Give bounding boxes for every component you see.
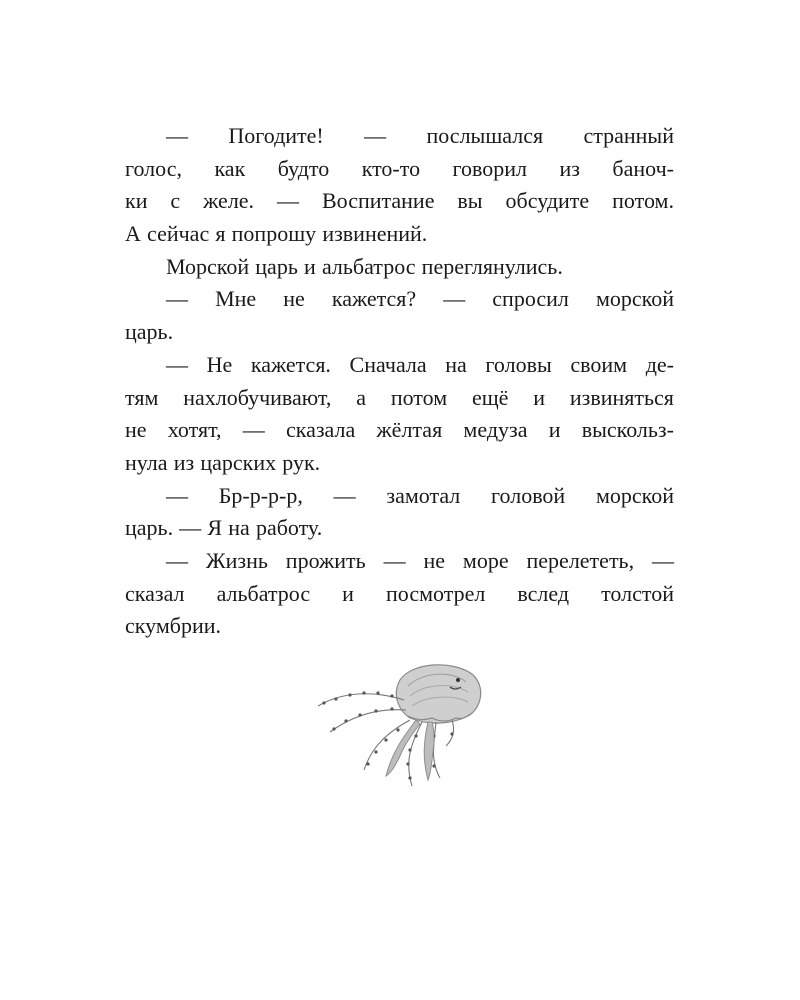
text-line: — Погодите! — послышался странный — [166, 123, 674, 148]
text-line: не хотят, — сказала жёлтая медуза и выскольз- — [125, 417, 674, 443]
text-line: Морской царь и альбатрос переглянулись. — [166, 253, 563, 279]
text-line: голос, как будто кто-то говорил из баноч- — [125, 155, 674, 181]
text-line: тям нахлобучивают, а потом ещё и извиняться — [125, 384, 674, 410]
text-line: — Мне не кажется? — спросил морской — [166, 286, 674, 312]
text-line: — Бр-р-р-р, — замотал головой морской — [166, 482, 674, 508]
text-line: — Жизнь прожить — не море перелететь, — — [166, 547, 674, 573]
text-line: — Не кажется. Сначала на головы своим де- — [166, 351, 674, 377]
text-line: царь. — Я на работу. — [125, 515, 323, 541]
story-text — [125, 120, 674, 643]
text-line: нула из царских рук. — [125, 449, 321, 475]
text-line: сказал альбатрос и посмотрел вслед толстой — [125, 580, 674, 606]
text-line: ки с желе. — Воспитание вы обсудите потом. — [125, 188, 674, 214]
text-line: царь. — [125, 319, 174, 345]
text-line: А сейчас я попрошу извинений. — [125, 221, 428, 247]
jellyfish-bell — [396, 665, 480, 723]
text-line: скумбрии. — [125, 613, 222, 639]
jellyfish-illustration — [312, 660, 488, 795]
